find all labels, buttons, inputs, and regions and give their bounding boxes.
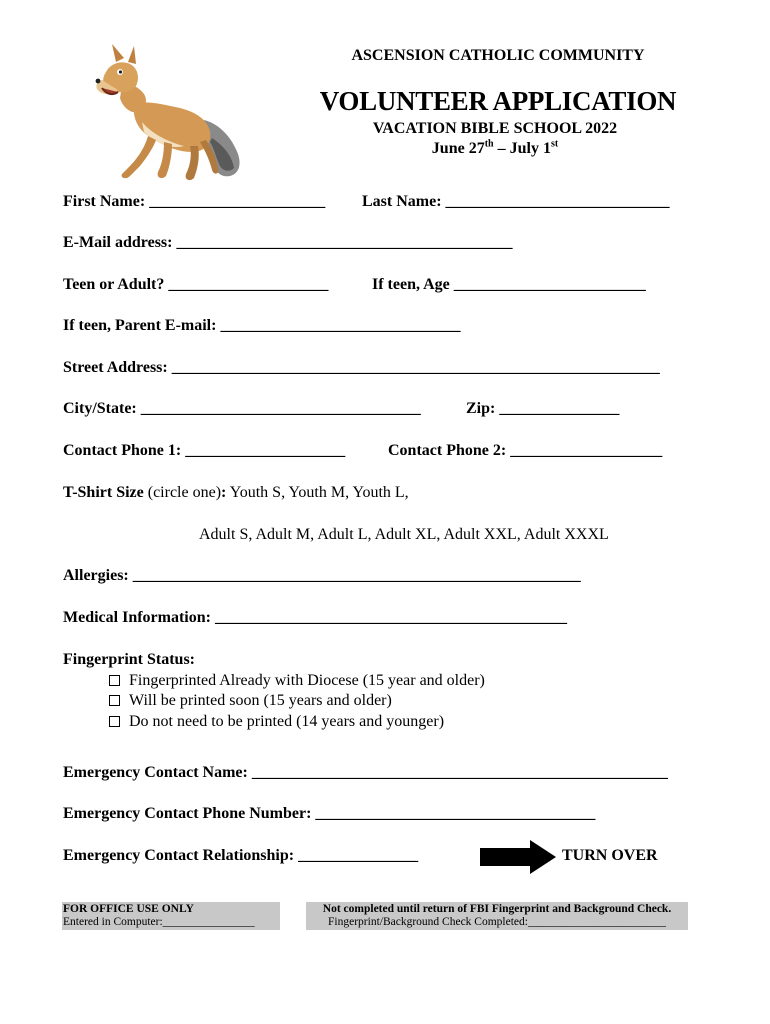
allergies-field[interactable]: Allergies: ________________________________________________________ xyxy=(63,567,581,584)
first-name-field[interactable]: First Name: ______________________ xyxy=(63,193,326,210)
organization-name: ASCENSION CATHOLIC COMMUNITY xyxy=(351,47,645,64)
fbi-note: Not completed until return of FBI Fingerprint and Background Check. xyxy=(322,903,672,915)
teen-age-field[interactable]: If teen, Age ________________________ xyxy=(372,276,646,293)
page-title: VOLUNTEER APPLICATION xyxy=(319,86,677,116)
medical-info-field[interactable]: Medical Information: ____________________________________________ xyxy=(63,609,567,626)
teen-or-adult-field[interactable]: Teen or Adult? ____________________ xyxy=(63,276,329,293)
tshirt-adult-sizes[interactable]: Adult S, Adult M, Adult L, Adult XL, Adult XXL, Adult XXXL xyxy=(199,526,609,543)
checkbox-icon[interactable] xyxy=(109,695,120,706)
zip-field[interactable]: Zip: _______________ xyxy=(466,400,620,417)
fingerprint-option-soon[interactable]: Will be printed soon (15 years and older) xyxy=(109,692,392,710)
tshirt-size-line: T-Shirt Size (circle one): Youth S, Youth M, Youth L, xyxy=(63,484,409,501)
fbi-completed-field: Fingerprint/Background Check Completed:________________________ xyxy=(328,916,666,928)
contact-phone-2-field[interactable]: Contact Phone 2: ___________________ xyxy=(388,442,663,459)
fingerprint-option-already[interactable]: Fingerprinted Already with Diocese (15 year and older) xyxy=(109,672,485,690)
parent-email-field[interactable]: If teen, Parent E-mail: ______________________________ xyxy=(63,317,461,334)
emergency-contact-relationship-field[interactable]: Emergency Contact Relationship: _______________ xyxy=(63,847,419,864)
email-field[interactable]: E-Mail address: __________________________________________ xyxy=(63,234,513,251)
last-name-field[interactable]: Last Name: ____________________________ xyxy=(362,193,670,210)
page-subtitle: VACATION BIBLE SCHOOL 2022 xyxy=(372,120,618,137)
contact-phone-1-field[interactable]: Contact Phone 1: ____________________ xyxy=(63,442,346,459)
office-use-box xyxy=(62,902,280,930)
fingerprint-option-not-needed[interactable]: Do not need to be printed (14 years and younger) xyxy=(109,713,444,731)
checkbox-icon[interactable] xyxy=(109,675,120,686)
fbi-check-box xyxy=(306,902,688,930)
street-address-field[interactable]: Street Address: _____________________________________________________________ xyxy=(63,359,660,376)
emergency-contact-name-field[interactable]: Emergency Contact Name: ____________________________________________________ xyxy=(63,764,668,781)
office-use-title: FOR OFFICE USE ONLY xyxy=(63,903,194,915)
fingerprint-status-label: Fingerprint Status: xyxy=(63,651,195,668)
turn-over-label: TURN OVER xyxy=(562,847,658,864)
emergency-contact-phone-field[interactable]: Emergency Contact Phone Number: ___________________________________ xyxy=(63,805,596,822)
city-state-field[interactable]: City/State: ___________________________________ xyxy=(63,400,421,417)
event-dates: June 27th – July 1st xyxy=(431,138,559,157)
checkbox-icon[interactable] xyxy=(109,716,120,727)
arrow-right-icon xyxy=(480,840,556,874)
entered-in-computer-field: Entered in Computer:________________ xyxy=(63,916,255,928)
